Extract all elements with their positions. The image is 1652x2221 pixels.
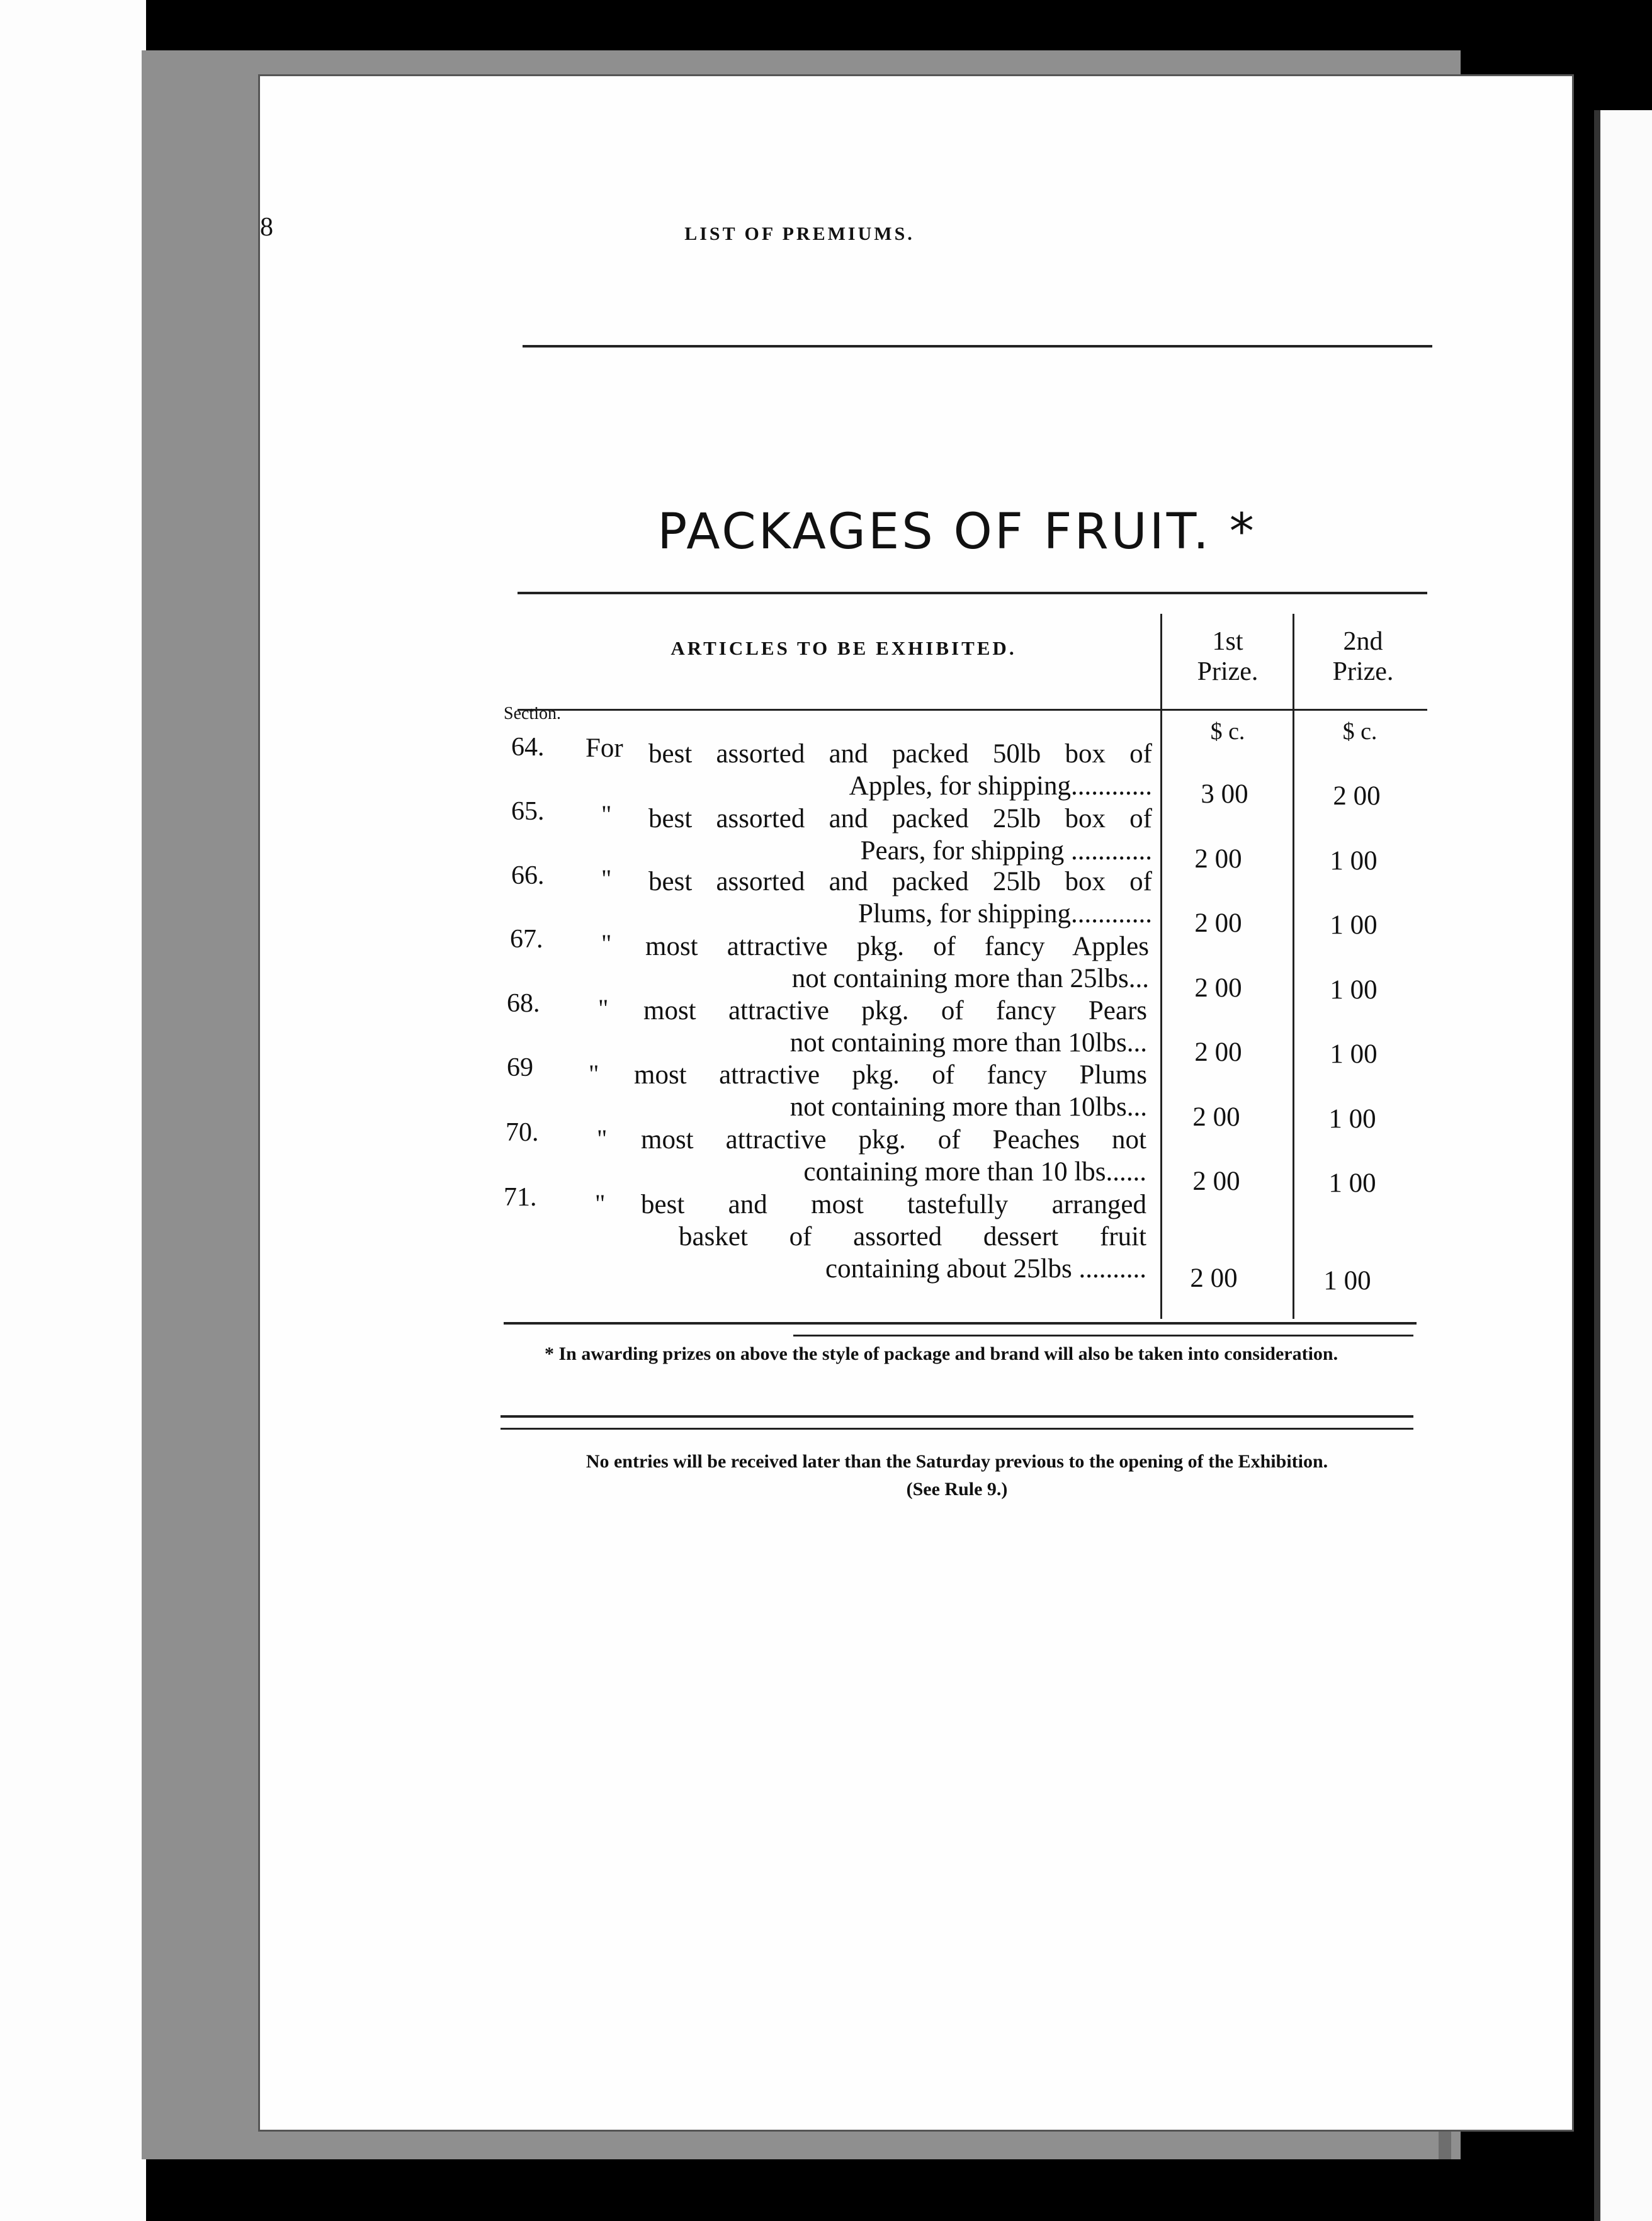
desc-line: basket of assorted dessert fruit [679, 1222, 1146, 1252]
second-prize-line1: 2nd [1343, 627, 1383, 656]
section-number: 66. [511, 861, 545, 890]
section-number: 65. [511, 797, 545, 826]
desc-line: most attractive pkg. of fancy Plums [634, 1060, 1147, 1090]
desc-line: not containing more than 10lbs... [789, 1092, 1147, 1122]
footnote-top-rule [793, 1335, 1413, 1337]
second-prize-value: 2 00 [1333, 781, 1381, 811]
section-number: 68. [507, 989, 540, 1018]
row-description [641, 1124, 1146, 1188]
first-prize-line2: Prize. [1197, 657, 1259, 686]
row-description [643, 995, 1147, 1059]
column-divider-1 [1160, 614, 1162, 1319]
desc-line: not containing more than 10lbs... [789, 1028, 1147, 1058]
first-prize-value: 3 00 [1201, 779, 1248, 809]
desc-line: most attractive pkg. of fancy Pears [643, 996, 1147, 1026]
desc-line: Apples, for shipping............ [849, 771, 1152, 801]
notice-line-1: No entries will be received later than the Saturday previous to the opening of the Exhibition. [586, 1451, 1328, 1472]
notice-top-rule [501, 1428, 1413, 1430]
second-prize-value: 1 00 [1328, 1104, 1376, 1134]
entry-notice [501, 1448, 1413, 1503]
desc-line: best assorted and packed 50lb box of [648, 739, 1152, 769]
notice-line-2: (See Rule 9.) [906, 1479, 1008, 1500]
desc-line: most attractive pkg. of Peaches not [641, 1125, 1146, 1155]
column-divider-2 [1293, 614, 1294, 1319]
section-number: 64. [511, 733, 545, 762]
row-description [634, 1059, 1147, 1123]
currency-first: $ c. [1210, 718, 1245, 745]
second-prize-value: 1 00 [1330, 846, 1378, 876]
desc-line: Plums, for shipping............ [857, 899, 1152, 929]
ditto-mark: " [601, 800, 612, 828]
second-prize-line2: Prize. [1332, 657, 1394, 686]
section-number: 69 [507, 1053, 533, 1082]
first-prize-value: 2 00 [1192, 1102, 1240, 1132]
first-prize-line1: 1st [1212, 627, 1243, 656]
row-description [641, 1189, 1146, 1285]
column-header-second-prize [1303, 626, 1423, 687]
section-label: Section. [504, 704, 561, 723]
ditto-mark: " [601, 864, 612, 893]
page-title: PACKAGES OF FRUIT. * [657, 504, 1257, 560]
page-number-text: 8 [260, 213, 273, 242]
footnote-bottom-rule [501, 1415, 1413, 1418]
first-prize-value: 2 00 [1192, 1167, 1240, 1196]
ditto-mark: " [601, 929, 612, 958]
section-number: 67. [510, 925, 543, 954]
row-description [648, 866, 1152, 930]
table-bottom-rule [504, 1322, 1417, 1325]
desc-line: not containing more than 25lbs... [791, 964, 1149, 993]
desc-line: Pears, for shipping ............ [860, 836, 1152, 866]
desc-line: containing more than 10 lbs...... [803, 1157, 1146, 1187]
column-header-articles: ARTICLES TO BE EXHIBITED. [670, 637, 1017, 659]
footnote: * In awarding prizes on above the style of package and brand will also be taken into consideration. [545, 1343, 1338, 1364]
adjacent-page-left [0, 0, 146, 2221]
first-prize-value: 2 00 [1194, 973, 1242, 1003]
second-prize-value: 1 00 [1330, 1039, 1378, 1069]
first-prize-value: 2 00 [1190, 1263, 1238, 1293]
running-head: LIST OF PREMIUMS. [684, 223, 915, 244]
desc-line: most attractive pkg. of fancy Apples [645, 932, 1149, 961]
second-prize-value: 1 00 [1330, 910, 1378, 940]
table-top-rule [518, 592, 1427, 594]
row-description [648, 803, 1152, 867]
desc-line: containing about 25lbs .......... [825, 1254, 1146, 1284]
desc-line: best and most tastefully arranged [641, 1190, 1146, 1219]
ditto-mark: " [597, 1124, 608, 1153]
ditto-mark: " [598, 994, 609, 1022]
second-prize-value: 1 00 [1323, 1266, 1371, 1296]
ditto-mark: " [595, 1189, 606, 1218]
second-prize-value: 1 00 [1328, 1168, 1376, 1198]
row-lead: For [586, 733, 623, 763]
column-header-first-prize [1168, 626, 1287, 687]
head-rule [523, 345, 1432, 348]
section-number: 70. [506, 1118, 539, 1147]
header-rule [518, 709, 1427, 711]
section-number: 71. [504, 1183, 537, 1212]
desc-line: best assorted and packed 25lb box of [648, 867, 1152, 896]
row-description [648, 738, 1152, 802]
first-prize-value: 2 00 [1194, 1037, 1242, 1067]
second-prize-value: 1 00 [1330, 975, 1378, 1005]
first-prize-value: 2 00 [1194, 908, 1242, 938]
ditto-mark: " [589, 1060, 599, 1088]
adjacent-page-right [1594, 110, 1652, 2221]
first-prize-value: 2 00 [1194, 844, 1242, 874]
desc-line: best assorted and packed 25lb box of [648, 804, 1152, 834]
row-description [645, 930, 1149, 995]
currency-second: $ c. [1342, 718, 1378, 745]
